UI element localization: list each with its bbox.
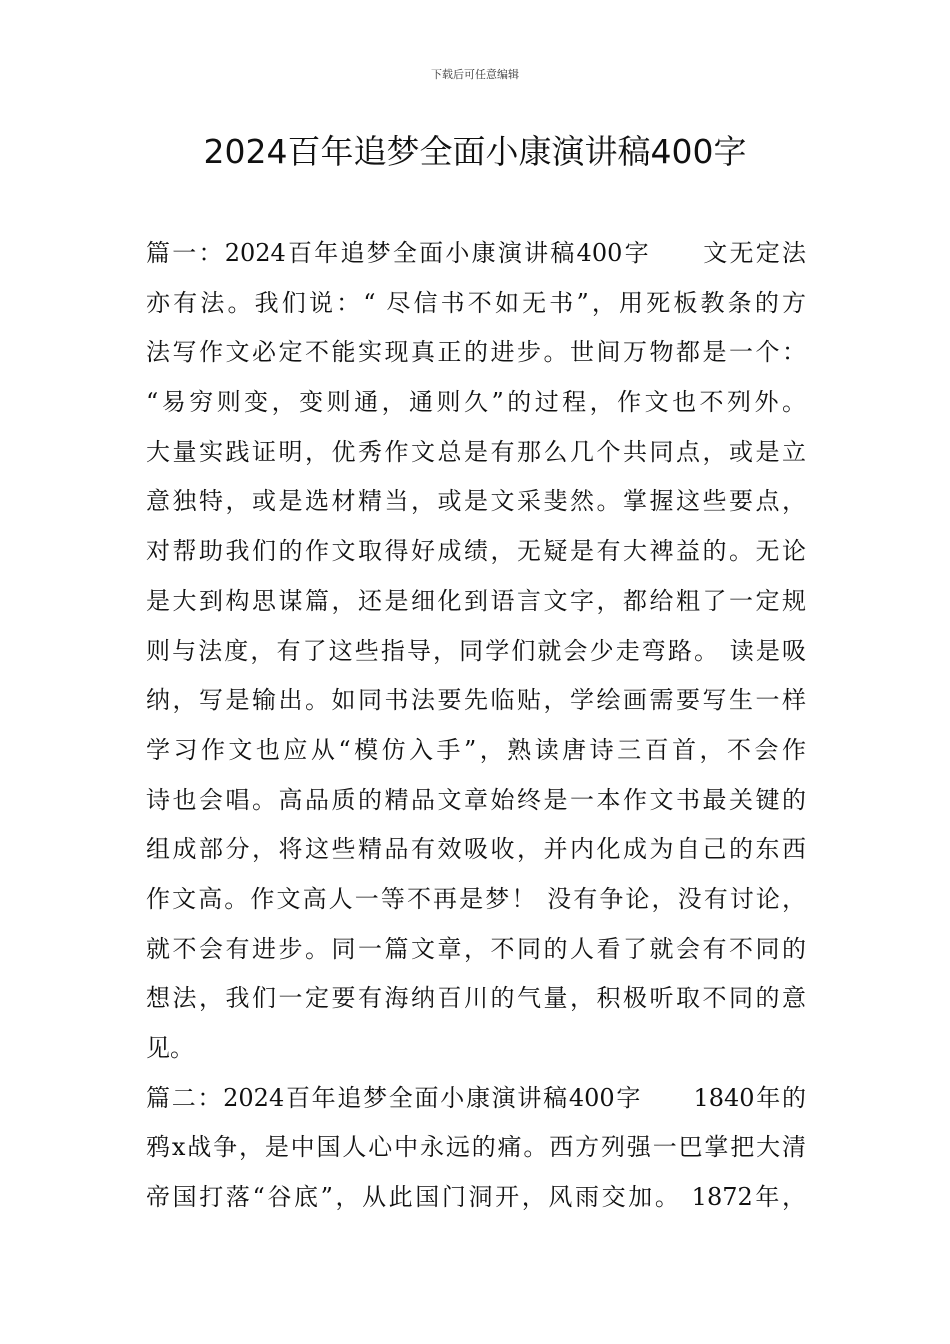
text-line: 学习作文也应从“模仿入手”，熟读唐诗三百首，不会作 <box>146 735 806 764</box>
text-line: 亦有法。我们说：“ 尽信书不如无书”，用死板教条的方 <box>146 288 806 317</box>
text-line: 大量实践证明，优秀作文总是有那么几个共同点，或是立 <box>146 437 806 466</box>
document-title: 2024百年追梦全面小康演讲稿400字 <box>203 132 747 171</box>
text-line: 对帮助我们的作文取得好成绩，无疑是有大裨益的。无论 <box>146 537 806 566</box>
text-line: 篇一：2024百年追梦全面小康演讲稿400字 文无定法 <box>146 239 806 267</box>
text-line: 诗也会唱。高品质的精品文章始终是一本作文书最关键的 <box>146 785 806 814</box>
text-line: 意独特，或是选材精当，或是文采斐然。掌握这些要点， <box>146 487 806 516</box>
text-line: 法写作文必定不能实现真正的进步。世间万物都是一个： <box>146 338 806 367</box>
text-line: 是大到构思谋篇，还是细化到语言文字，都给粗了一定规 <box>146 586 806 615</box>
text-line: 则与法度，有了这些指导，同学们就会少走弯路。 读是吸 <box>146 636 806 665</box>
text-line: 就不会有进步。同一篇文章，不同的人看了就会有不同的 <box>146 934 806 963</box>
text-line: 鸦x战争，是中国人心中永远的痛。西方列强一巴掌把大清 <box>146 1133 806 1162</box>
text-line: “易穷则变，变则通，通则久”的过程，作文也不列外。 <box>146 388 806 417</box>
text-line: 篇二：2024百年追梦全面小康演讲稿400字 1840年的 <box>146 1083 806 1112</box>
header-note: 下载后可任意编辑 <box>431 68 519 81</box>
text-line: 纳，写是输出。如同书法要先临贴，学绘画需要写生一样 <box>146 686 806 715</box>
text-line: 组成部分，将这些精品有效吸收，并内化成为自己的东西 <box>146 835 806 864</box>
text-line: 作文高。作文高人一等不再是梦！ 没有争论，没有讨论， <box>146 884 806 913</box>
text-line: 帝国打落“谷底”，从此国门洞开，风雨交加。 1872年， <box>146 1183 806 1212</box>
body-text <box>146 229 806 1223</box>
text-line: 想法，我们一定要有海纳百川的气量，积极听取不同的意 <box>146 984 806 1013</box>
text-line: 见。 <box>146 1034 194 1062</box>
